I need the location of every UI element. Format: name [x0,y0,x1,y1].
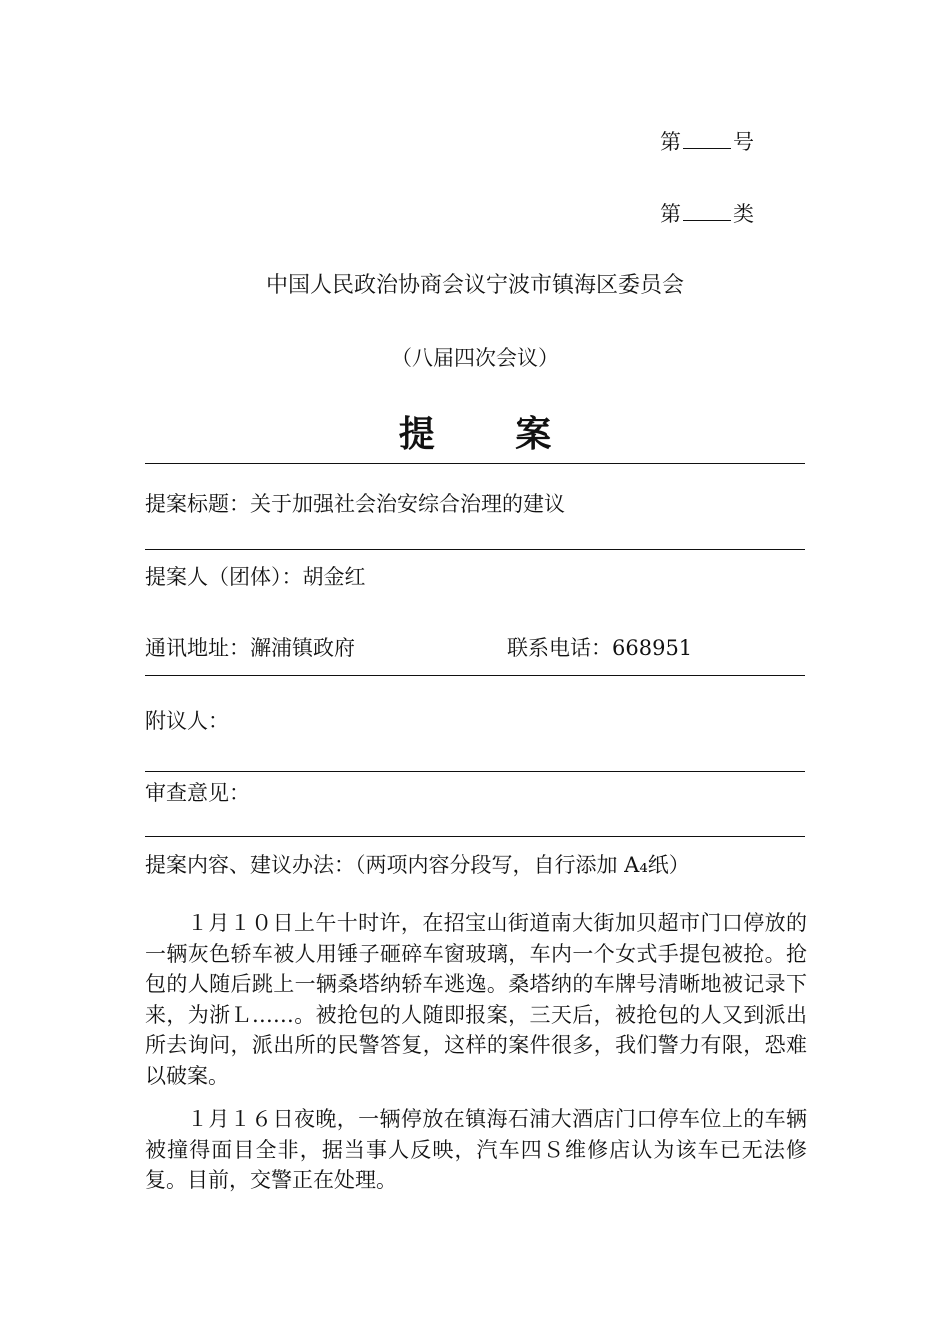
subject-value: 关于加强社会治安综合治理的建议 [250,492,565,516]
address-label: 通讯地址： [145,636,250,660]
cosigner-field [145,705,229,735]
document-title: 提 案 [398,413,586,455]
organization-name: 中国人民政治协商会议宁波市镇海区委员会 [265,273,684,298]
phone-field [507,632,692,662]
divider [145,771,805,772]
category-prefix: 第 [660,202,681,226]
subject-label: 提案标题： [145,492,250,516]
number-blank [683,128,731,149]
proposal-category-line [660,198,754,228]
divider [145,836,805,837]
session-name: （八届四次会议） [391,346,559,370]
proposer-value: 胡金红 [302,565,366,589]
address-field [145,632,355,662]
divider [145,549,805,550]
category-suffix: 类 [733,202,754,226]
content-field [145,849,690,879]
cosigner-label: 附议人： [145,709,229,733]
proposal-number-line [660,126,754,156]
address-value: 澥浦镇政府 [250,636,355,660]
content-label: 提案内容、建议办法：（两项内容分段写，自行添加 A₄纸） [145,853,690,877]
proposer-field [145,561,366,591]
proposer-label: 提案人（团体）： [145,565,303,589]
body-paragraph: １月１６日夜晚，一辆停放在镇海石浦大酒店门口停车位上的车辆被撞得面目全非，据当事人反映，汽车四Ｓ维修店认为该车已无法修复。目前，交警正在处理。 [145,1107,807,1192]
divider [145,675,805,676]
number-prefix: 第 [660,130,681,154]
subject-field [145,488,565,518]
divider [145,463,805,464]
phone-value: 668951 [612,636,693,660]
phone-label: 联系电话： [507,636,612,660]
review-label: 审查意见： [145,781,250,805]
number-suffix: 号 [733,130,754,154]
body-paragraph: １月１０日上午十时许，在招宝山街道南大街加贝超市门口停放的一辆灰色轿车被人用锤子砸碎车窗玻璃，车内一个女式手提包被抢。抢包的人随后跳上一辆桑塔纳轿车逃逸。桑塔纳的车牌号清晰地被记录下来，为浙Ｌ……。被抢包的人随即报案，三天后，被抢包的人又到派出所去询问，派出所的民警答复，这样的案件很多，我们警力有限，恐难以破案。 [145,911,807,1088]
category-blank [683,200,731,221]
review-field [145,777,250,807]
